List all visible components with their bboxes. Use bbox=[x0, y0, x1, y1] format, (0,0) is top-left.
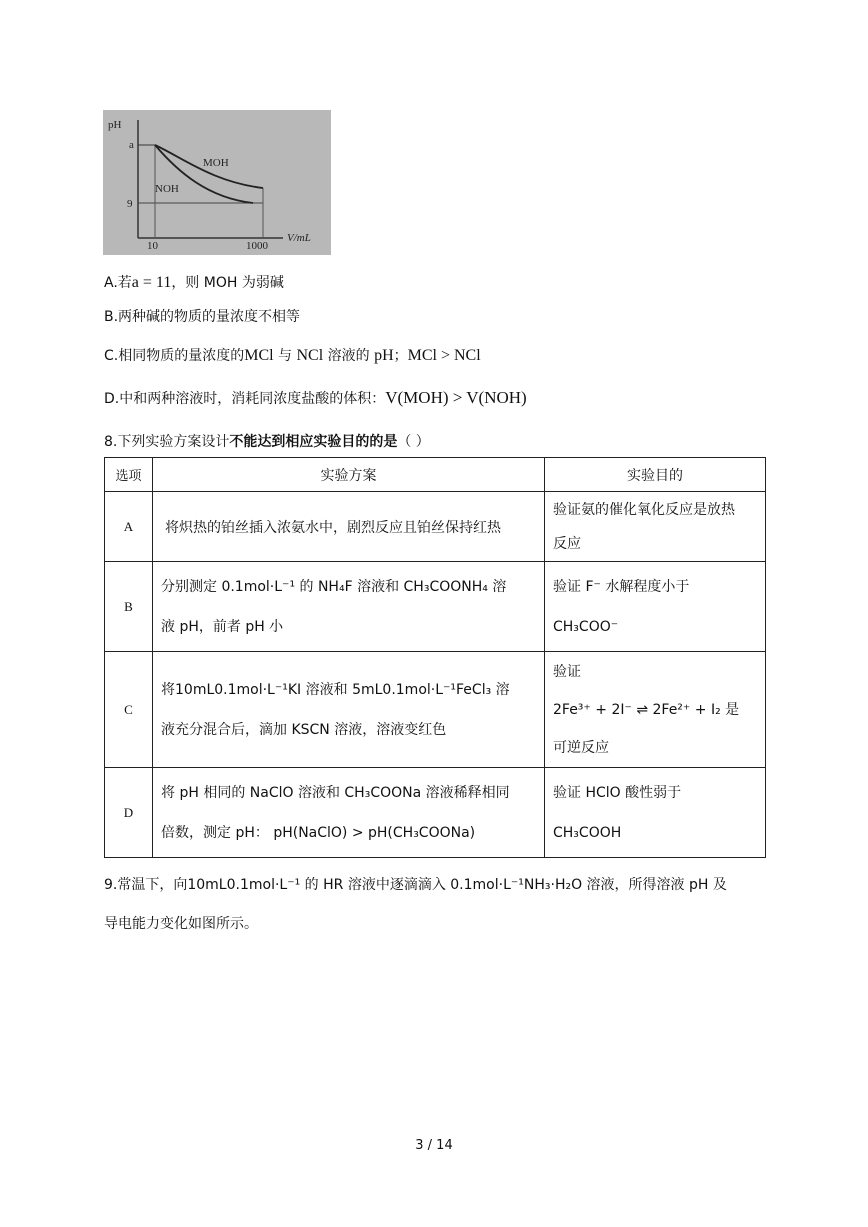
header-option: 选项 bbox=[105, 458, 153, 492]
noh-label: NOH bbox=[155, 183, 179, 195]
table-row bbox=[105, 768, 766, 858]
row-goal bbox=[545, 652, 766, 768]
row-goal-line-1: 验证 HClO 酸性弱于 bbox=[553, 784, 682, 801]
option-c-text-4: ； bbox=[393, 348, 408, 364]
option-a-math: a = 11 bbox=[131, 274, 172, 291]
header-plan: 实验方案 bbox=[153, 458, 545, 492]
row-option: D bbox=[105, 768, 153, 858]
x-tick-1000: 1000 bbox=[246, 240, 268, 252]
question-8-text-2: 实验方案设计 bbox=[145, 434, 230, 450]
header-goal: 实验目的 bbox=[545, 458, 766, 492]
moh-label: MOH bbox=[203, 157, 229, 169]
question-8-number: 8. bbox=[104, 434, 118, 450]
table-row bbox=[105, 562, 766, 652]
option-c-text-3: 溶液的 bbox=[323, 348, 375, 364]
question-8-stem bbox=[104, 431, 430, 451]
row-plan-line-1: 分别测定 0.1mol·L⁻¹ 的 NH₄F 溶液和 CH₃COONH₄ 溶 bbox=[161, 578, 507, 595]
row-option: C bbox=[105, 652, 153, 768]
row-option: A bbox=[105, 492, 153, 562]
option-c-ncl: NCl bbox=[296, 347, 324, 364]
row-plan-line-2: 液 pH，前者 pH 小 bbox=[161, 618, 284, 635]
page-number: 3 / 14 bbox=[415, 1138, 453, 1153]
question-8-text-1: 下列 bbox=[117, 434, 146, 450]
question-9-line-1: 9.常温下，向10mL0.1mol·L⁻¹ 的 HR 溶液中逐滴滴入 0.1mol·L⁻¹NH₃·H₂O 溶液，所得溶液 pH 及 bbox=[104, 877, 727, 893]
row-plan-line-2: 倍数，测定 pH： pH(NaClO) > pH(CH₃COONa) bbox=[161, 824, 476, 841]
y-axis-label: pH bbox=[108, 119, 122, 131]
question-9-line-2: 导电能力变化如图所示。 bbox=[104, 916, 258, 932]
row-plan-line-1: 将10mL0.1mol·L⁻¹KI 溶液和 5mL0.1mol·L⁻¹FeCl₃ 溶 bbox=[161, 681, 510, 698]
row-plan-line-1: 将 pH 相同的 NaClO 溶液和 CH₃COONa 溶液稀释相同 bbox=[161, 784, 510, 801]
table-row bbox=[105, 652, 766, 768]
row-goal-line-2: CH₃COOH bbox=[553, 824, 622, 841]
option-c-text-2: 与 bbox=[273, 348, 297, 364]
option-c-compare: MCl > NCl bbox=[407, 347, 481, 364]
row-plan bbox=[153, 562, 545, 652]
row-goal bbox=[545, 768, 766, 858]
row-goal bbox=[545, 492, 766, 562]
ph-dilution-graph bbox=[103, 110, 331, 255]
y-tick-9: 9 bbox=[127, 198, 133, 210]
y-tick-a: a bbox=[129, 139, 134, 151]
row-option: B bbox=[105, 562, 153, 652]
option-b: B.两种碱的物质的量浓度不相等 bbox=[104, 309, 301, 325]
row-plan bbox=[153, 768, 545, 858]
table-header-row bbox=[105, 458, 766, 492]
option-c bbox=[104, 345, 481, 365]
row-plan-line-2: 液充分混合后，滴加 KSCN 溶液，溶液变红色 bbox=[161, 721, 447, 738]
row-goal-line-2: 2Fe³⁺ + 2I⁻ ⇌ 2Fe²⁺ + I₂ 是 bbox=[553, 701, 740, 718]
table-row bbox=[105, 492, 766, 562]
row-goal-line-3: 可逆反应 bbox=[553, 739, 609, 756]
option-c-mcl: MCl bbox=[244, 347, 274, 364]
row-plan bbox=[153, 652, 545, 768]
option-a-suffix: ，则 MOH 为弱碱 bbox=[171, 275, 284, 291]
option-a-prefix: A.若 bbox=[104, 275, 132, 291]
x-axis-label: V/mL bbox=[287, 232, 311, 244]
option-c-ph: pH bbox=[374, 347, 394, 364]
experiment-table bbox=[104, 457, 766, 858]
option-c-text-1: C.相同物质的量浓度的 bbox=[104, 348, 245, 364]
row-goal-line-2: 反应 bbox=[553, 535, 581, 552]
option-d-math: V(MOH) > V(NOH) bbox=[385, 388, 527, 407]
option-d bbox=[104, 388, 527, 408]
option-a bbox=[104, 272, 284, 292]
question-8-emphasis: 不能达到相应实验目的的是 bbox=[229, 434, 398, 450]
row-goal-line-1: 验证氨的催化氧化反应是放热 bbox=[553, 501, 735, 518]
row-goal-line-1: 验证 F⁻ 水解程度小于 bbox=[553, 578, 690, 595]
x-tick-10: 10 bbox=[147, 240, 158, 252]
option-d-text: D.中和两种溶液时，消耗同浓度盐酸的体积： bbox=[104, 391, 386, 407]
question-8-bracket: （ ） bbox=[397, 434, 430, 450]
row-goal bbox=[545, 562, 766, 652]
row-plan: 将炽热的铂丝插入浓氨水中，剧烈反应且铂丝保持红热 bbox=[153, 492, 545, 562]
row-goal-line-1: 验证 bbox=[553, 663, 581, 680]
row-goal-line-2: CH₃COO⁻ bbox=[553, 618, 619, 635]
